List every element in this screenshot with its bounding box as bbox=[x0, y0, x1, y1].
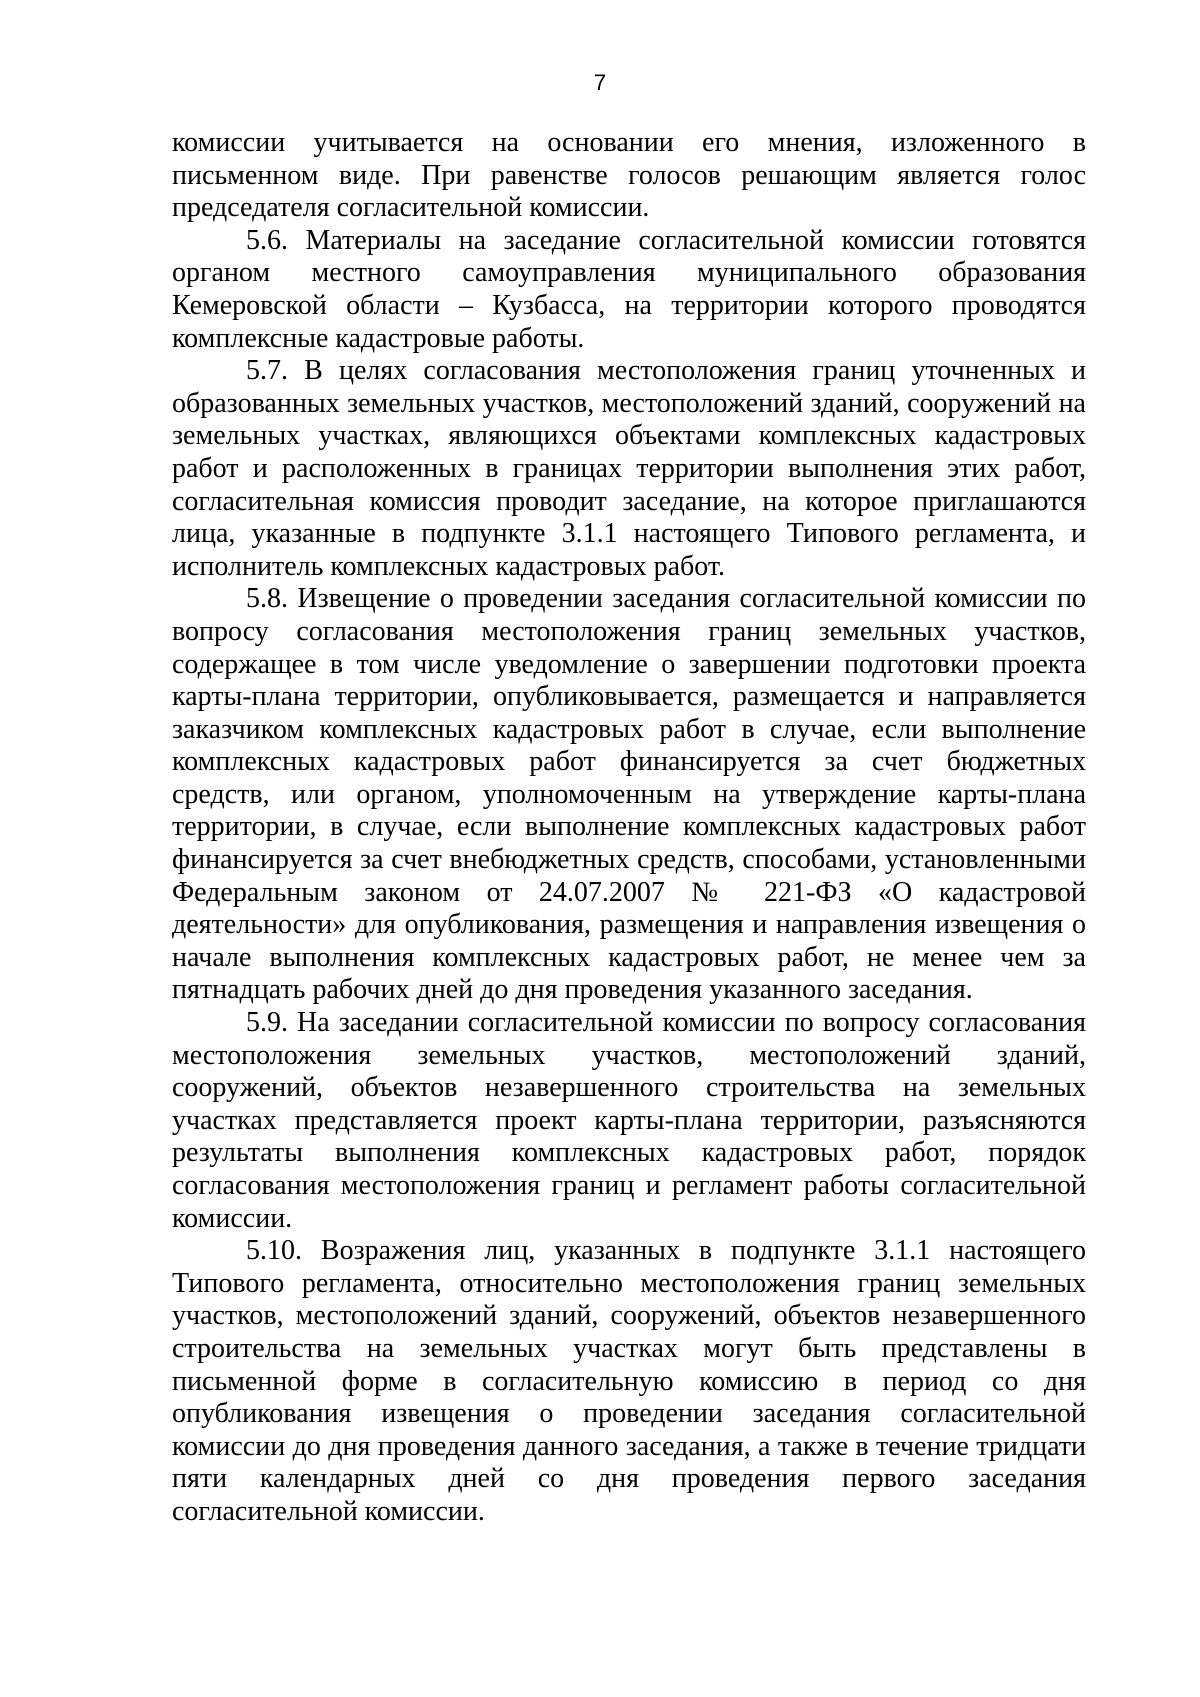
paragraph-5-6: 5.6. Материалы на заседание согласительной комиссии готовятся органом местного самоуправления муниципального образования Кемеровской области – Кузбасса, на территории которого проводятся комплексные кадастровые работы. bbox=[172, 224, 1086, 354]
paragraph-5-9: 5.9. На заседании согласительной комиссии по вопросу согласования местоположения земельных участков, местоположений зданий, сооружений, объектов незавершенного строительства на земельных участках представляется проект карты-плана территории, разъясняются результаты выполнения комплексных кадастровых работ, порядок согласования местоположения границ и регламент работы согласительной комиссии. bbox=[172, 1007, 1086, 1234]
paragraph-5-8: 5.8. Извещение о проведении заседания согласительной комиссии по вопросу согласования местоположения границ земельных участков, содержащее в том числе уведомление о завершении подготовки проекта карты-плана территории, опубликовывается, размещается и направляется заказчиком комплексных кадастровых работ в случае, если выполнение комплексных кадастровых работ финансируется за счет бюджетных средств, или органом, уполномоченным на утверждение карты-плана территории, в случае, если выполнение комплексных кадастровых работ финансируется за счет внебюджетных средств, способами, установленными Федеральным законом от 24.07.2007 № 221-ФЗ «О кадастровой деятельности» для опубликования, размещения и направления извещения о начале выполнения комплексных кадастровых работ, не менее чем за пятнадцать рабочих дней до дня проведения указанного заседания. bbox=[172, 583, 1086, 1006]
page-number: 7 bbox=[593, 70, 607, 95]
paragraph-continuation: комиссии учитывается на основании его мнения, изложенного в письменном виде. При равенстве голосов решающим является голос председателя согласительной комиссии. bbox=[172, 127, 1086, 224]
paragraph-5-10: 5.10. Возражения лиц, указанных в подпункте 3.1.1 настоящего Типового регламента, относительно местоположения границ земельных участков, местоположений зданий, сооружений, объектов незавершенного строительства на земельных участках могут быть представлены в письменной форме в согласительную комиссию в период со дня опубликования извещения о проведении заседания согласительной комиссии до дня проведения данного заседания, а также в течение тридцати пяти календарных дней со дня проведения первого заседания согласительной комиссии. bbox=[172, 1235, 1086, 1527]
paragraph-5-7: 5.7. В целях согласования местоположения границ уточненных и образованных земельных участков, местоположений зданий, сооружений на земельных участках, являющихся объектами комплексных кадастровых работ и расположенных в границах территории выполнения этих работ, согласительная комиссия проводит заседание, на которое приглашаются лица, указанные в подпункте 3.1.1 настоящего Типового регламента, и исполнитель комплексных кадастровых работ. bbox=[172, 355, 1086, 582]
document-body bbox=[172, 127, 1086, 1529]
